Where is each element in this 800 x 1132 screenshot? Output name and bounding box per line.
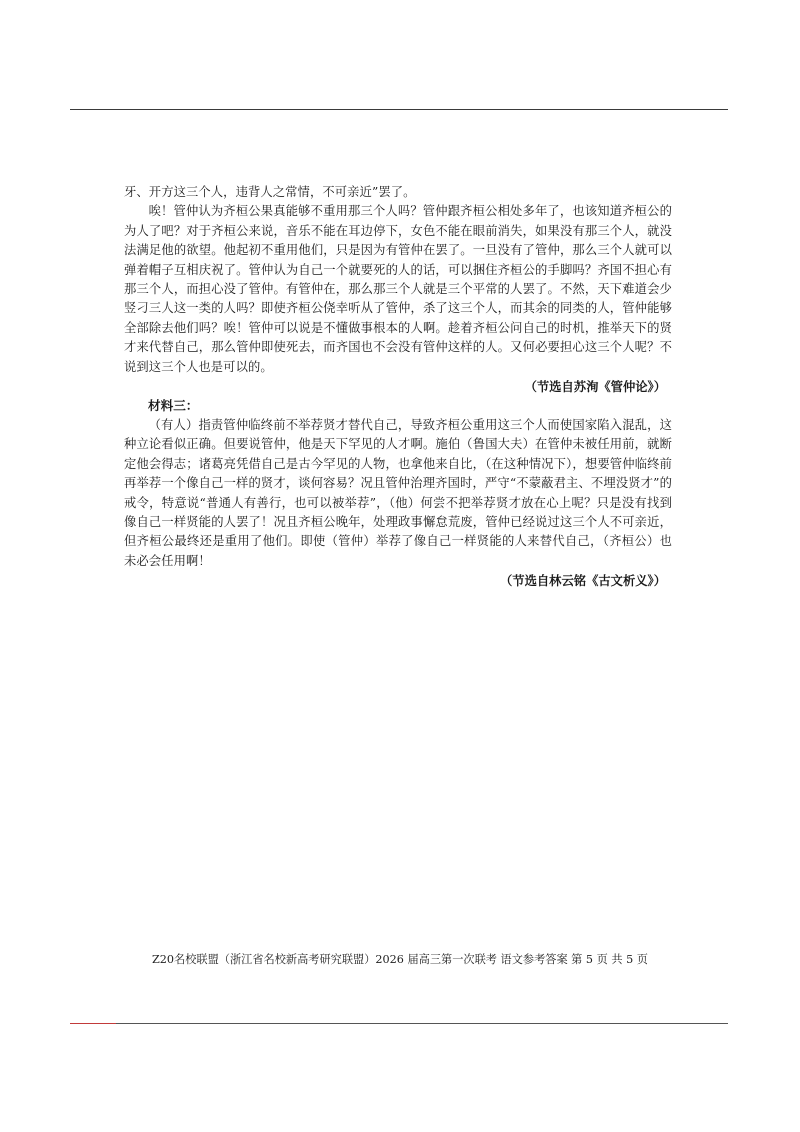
document-body (124, 183, 672, 591)
paragraph-commentary: 唉！管仲认为齐桓公果真能够不重用那三个人吗？管仲跟齐桓公相处多年了，也该知道齐桓公的为人了吧？对于齐桓公来说，音乐不能在耳边停下，女色不能在眼前消失，如果没有那三个人，就没法满足他的欲望。他起初不重用他们，只是因为有管仲在罢了。一旦没有了管仲，那么三个人就可以弹着帽子互相庆祝了。管仲认为自己一个就要死的人的话，可以捆住齐桓公的手脚吗？齐国不担心有那三个人，而担心没了管仲。有管仲在，那么那三个人就是三个平常的人罢了。不然，天下难道会少竖刁三人这一类的人吗？即使齐桓公侥幸听从了管仲，杀了这三个人，而其余的同类的人，管仲能够全部除去他们吗？唉！管仲可以说是不懂做事根本的人啊。趁着齐桓公问自己的时机，推举天下的贤才来代替自己，那么管仲即使死去，而齐国也不会没有管仲这样的人。又何必要担心这三个人呢？不说到这三个人也是可以的。 (124, 204, 672, 374)
material-3-heading: 材料三： (148, 398, 199, 414)
material-3-paragraph: （有人）指责管仲临终前不举荐贤才替代自己，导致齐桓公重用这三个人而使国家陷入混乱，这种立论看似正确。但要说管仲，他是天下罕见的人才啊。施伯（鲁国大夫）在管仲未被任用前，就断定他会得志；诸葛亮凭借自己是古今罕见的人物，也拿他来自比，（在这种情况下），想要管仲临终前再举荐一个像自己一样的贤才，谈何容易？况且管仲治理齐国时，严守“不蒙蔽君主、不埋没贤才”的戒令，特意说“普通人有善行，也可以被举荐”，（他）何尝不把举荐贤才放在心上呢？只是没有找到像自己一样贤能的人罢了！况且齐桓公晚年，处理政事懈怠荒废，管仲已经说过这三个人不可亲近，但齐桓公最终还是重用了他们。即使（管仲）举荐了像自己一样贤能的人来替代自己，（齐桓公）也未必会任用啊！ (124, 417, 672, 568)
source-citation-1: （节选自苏洵《管仲论》） (524, 379, 666, 395)
page-footer: Z20名校联盟（浙江省名校新高考研究联盟）2026 届高三第一次联考 语文参考答案 第 5 页 共 5 页 (152, 953, 648, 966)
footer-rule-accent (70, 1023, 116, 1024)
footer-rule (70, 1023, 728, 1024)
source-citation-2: （节选自林云铭《古文析义》） (499, 573, 666, 589)
paragraph-continuation: 牙、开方这三个人，违背人之常情，不可亲近”罢了。 (124, 185, 416, 199)
header-rule (70, 109, 728, 110)
